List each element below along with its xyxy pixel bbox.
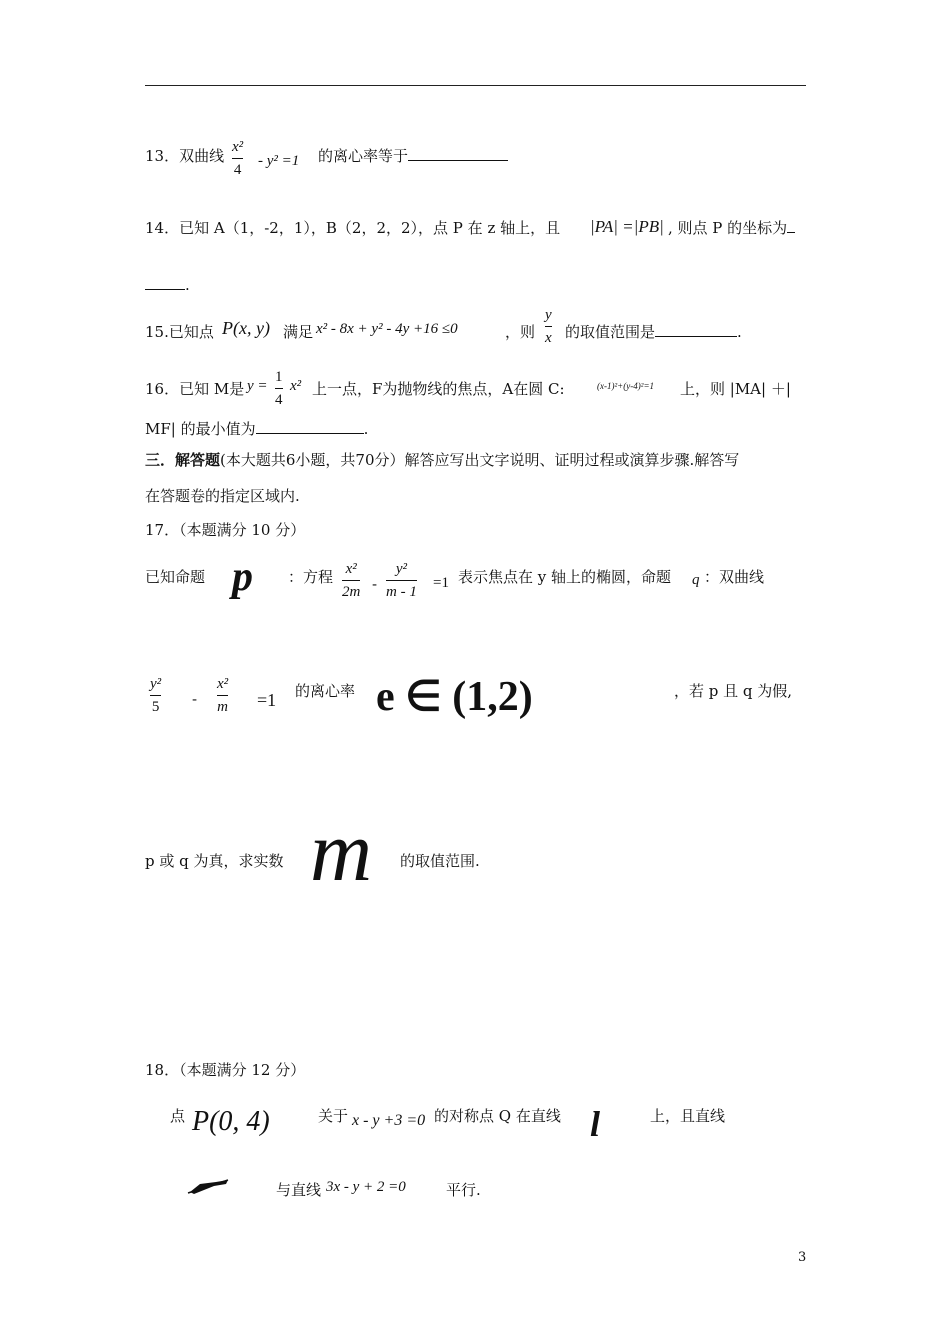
q17-eq1: =1 bbox=[433, 575, 449, 591]
q18-l-symbol: l bbox=[590, 1104, 601, 1144]
q13-expr: - y² =1 bbox=[258, 153, 300, 169]
fraction-bar bbox=[150, 695, 161, 696]
q13-tail-text: 的离心率等于 bbox=[318, 147, 409, 165]
q17-f2-den: m - 1 bbox=[386, 584, 417, 600]
q17-q-symbol: q bbox=[692, 572, 700, 588]
q18-tail: 上，且直线 bbox=[650, 1107, 726, 1125]
q13-tail bbox=[318, 145, 508, 166]
fraction-bar bbox=[232, 158, 243, 159]
q15-frac-den: x bbox=[545, 330, 552, 346]
q16-line2 bbox=[145, 418, 368, 439]
q16-line2-text: MF| 的最小值为 bbox=[145, 420, 256, 438]
section3-title: 三．解答题 bbox=[145, 451, 221, 469]
fraction-bar bbox=[386, 580, 417, 581]
q18-mid: 的对称点 Q 在直线 bbox=[434, 1107, 561, 1125]
section3-desc: (本大题共6小题，共70分）解答应写出文字说明、证明过程或演算步骤.解答写 bbox=[220, 451, 740, 469]
q17-frac4 bbox=[217, 675, 228, 716]
q18-point: P(0, 4) bbox=[192, 1106, 270, 1137]
section3-heading bbox=[145, 449, 739, 470]
q16-frac-den: 4 bbox=[275, 392, 283, 408]
answer-blank[interactable] bbox=[145, 277, 185, 290]
q17-minus2: - bbox=[192, 690, 198, 708]
q17-f2-num: y² bbox=[395, 561, 407, 577]
q17-f1-num: x² bbox=[345, 561, 357, 577]
q16-circle: (x-1)²+(y-4)²=1 bbox=[597, 381, 655, 391]
q18-parallel: 与直线 bbox=[276, 1181, 322, 1199]
q15-then: ，则 bbox=[505, 323, 536, 341]
q15-frac-num: y bbox=[545, 307, 552, 323]
header-rule bbox=[145, 85, 806, 86]
q17-ecc-tail: ，若 p 且 q 为假, bbox=[674, 682, 793, 700]
q16-label: 16．已知 M是 bbox=[145, 380, 245, 398]
answer-blank[interactable] bbox=[655, 324, 737, 337]
q16-end-dot: . bbox=[363, 420, 369, 438]
q16-frac-num: 1 bbox=[275, 369, 283, 385]
q14-tail-text: , 则点 P 的坐标为 bbox=[668, 219, 788, 237]
q13-frac-num: x² bbox=[232, 139, 244, 155]
q18-line2: 3x - y + 2 =0 bbox=[326, 1179, 406, 1195]
fraction-bar bbox=[545, 326, 552, 327]
q17-f1-den: 2m bbox=[342, 584, 361, 600]
q17-f4-num: x² bbox=[217, 676, 229, 692]
q17-p-intro: 已知命题 bbox=[145, 568, 206, 586]
q14-tail bbox=[668, 217, 795, 238]
q17-p-tail: 表示焦点在 y 轴上的椭圆，命题 bbox=[458, 568, 672, 586]
q15-inequality: x² - 8x + y² - 4y +16 ≤0 bbox=[316, 321, 458, 337]
q17-frac3 bbox=[150, 675, 161, 716]
q17-frac1 bbox=[342, 560, 360, 601]
q13-frac-den: 4 bbox=[233, 162, 242, 178]
q16-eq-left: y = bbox=[247, 378, 268, 394]
q17-q-tail: ：双曲线 bbox=[704, 568, 765, 586]
q15-label: 15.已知点 bbox=[145, 323, 214, 341]
q17-minus: - bbox=[372, 575, 378, 593]
q14-end-dot: . bbox=[185, 276, 190, 294]
fraction-bar bbox=[342, 580, 360, 581]
q14-condition: |PA| =|PB| bbox=[590, 217, 664, 236]
answer-blank[interactable] bbox=[787, 220, 795, 233]
q17-ecc: 的离心率 bbox=[295, 682, 356, 700]
q16-eq-right: x² bbox=[290, 378, 302, 394]
q15-tail bbox=[565, 321, 742, 342]
q13-fraction bbox=[232, 138, 243, 179]
fraction-bar bbox=[217, 695, 228, 696]
q15-point: P(x, y) bbox=[222, 318, 270, 338]
q17-p-symbol: p bbox=[232, 554, 253, 600]
q14-label: 14．已知 A（1，-2，1），B（2，2，2），点 P 在 z 轴上，且 bbox=[145, 219, 561, 237]
q17-f3-den: 5 bbox=[151, 699, 160, 715]
line-symbol-icon bbox=[186, 1178, 230, 1194]
q17-line3: p 或 q 为真，求实数 bbox=[145, 852, 284, 870]
q17-f3-num: y² bbox=[150, 676, 162, 692]
section3-desc-line2: 在答题卷的指定区域内. bbox=[145, 487, 300, 505]
q15-end-dot: . bbox=[737, 323, 742, 341]
q15-tail-text: 的取值范围是 bbox=[565, 323, 656, 341]
q16-tail: 上，则 |MA| ＋| bbox=[680, 380, 791, 398]
answer-blank[interactable] bbox=[408, 148, 508, 161]
q17-heading: 17．（本题满分 10 分） bbox=[145, 521, 306, 539]
answer-blank[interactable] bbox=[256, 421, 364, 434]
q18-parallel-tail: 平行. bbox=[446, 1181, 481, 1199]
fraction-bar bbox=[275, 388, 283, 389]
q17-frac2 bbox=[386, 560, 417, 601]
q15-mid: 满足 bbox=[283, 323, 314, 341]
q16-fraction bbox=[275, 368, 283, 409]
q13-label: 13．双曲线 bbox=[145, 147, 225, 165]
page-number: 3 bbox=[798, 1250, 807, 1265]
q18-heading: 18．（本题满分 12 分） bbox=[145, 1061, 306, 1079]
q17-m-symbol: m bbox=[310, 803, 373, 899]
q18-point-label: 点 bbox=[170, 1107, 186, 1125]
q17-p-text: ：方程 bbox=[288, 568, 334, 586]
q18-line-eq: x - y +3 =0 bbox=[352, 1112, 426, 1129]
q17-line3-tail: 的取值范围. bbox=[400, 852, 480, 870]
q15-fraction bbox=[545, 306, 552, 347]
q14-end bbox=[145, 276, 190, 294]
q17-ecc-expr: e ∈ (1,2) bbox=[376, 674, 533, 720]
q18-about: 关于 bbox=[318, 1107, 349, 1125]
q16-mid: 上一点，F为抛物线的焦点，A在圆 C: bbox=[312, 380, 565, 398]
q17-f4-den: m bbox=[217, 699, 228, 715]
q17-eq2: =1 bbox=[257, 690, 277, 710]
